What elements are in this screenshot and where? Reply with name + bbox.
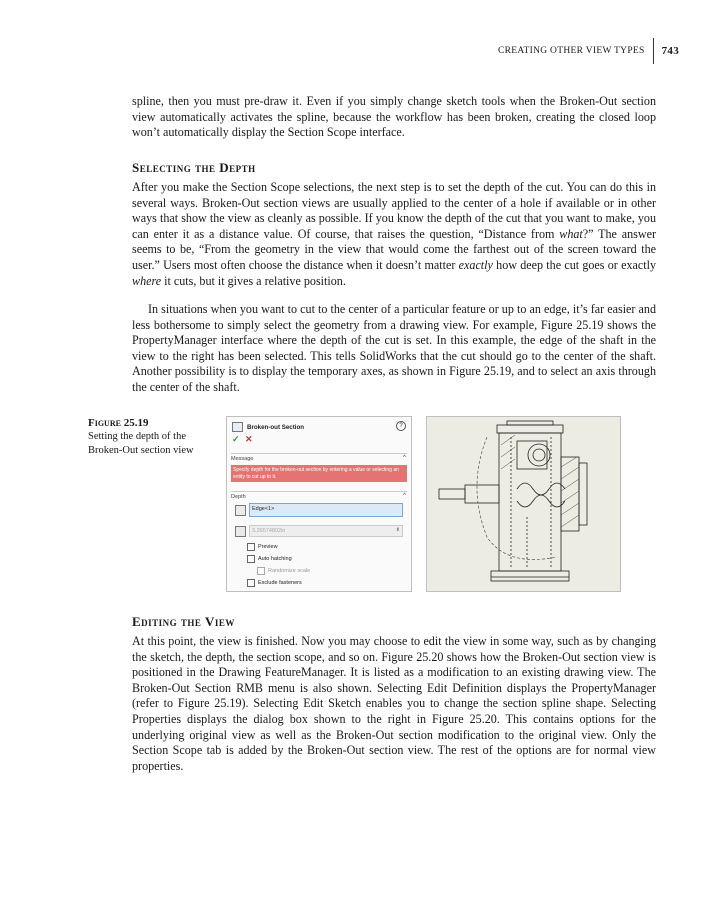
chapter-title: CREATING OTHER VIEW TYPES — [498, 46, 645, 56]
running-header — [498, 38, 679, 64]
spinner-icon[interactable]: ⬍ — [395, 527, 400, 533]
drawing-view — [426, 416, 621, 592]
section2-paragraph-1: At this point, the view is finished. Now you may choose to edit the view in some way, such as by changing the sketch, the depth, the section scope, and so on. Figure 25.20 shows how the Broken-Out section view is positioned in the Drawing FeatureManager. It is listed as a modification to an existing drawing view. The Broken-Out Section RMB menu is also shown. Selecting Edit Definition displays the PropertyManager (refer to Figure 25.19). Selecting Edit Sketch enables you to change the section spline shape. Selecting Properties displays the dialog box shown to the right in Figure 25.20. This contains options for the underlying original view as well as the Broken-Out section modification to the original view. Only the Section Scope tab is added by the Broken-Out section view. The rest of the options are for normal view properties. — [132, 634, 656, 773]
section-heading-selecting-depth: Selecting the Depth — [132, 160, 256, 175]
auto-hatching-checkbox[interactable]: Auto hatching — [247, 555, 292, 563]
broken-out-section-drawing — [427, 417, 620, 591]
figure-caption-text: Setting the depth of the Broken-Out section view — [88, 431, 194, 456]
collapse-caret-icon[interactable]: ^ — [403, 455, 406, 461]
ok-button[interactable]: ✓ — [232, 434, 240, 444]
section1-paragraph-2: In situations when you want to cut to the center of a particular feature or up to an edge, it’s far easier and less bothersome to simply select the geometry from a drawing view. For example, Figure 25.19 shows the PropertyManager interface where the depth of the cut is set. In this example, the edge of the shaft in the view to the right has been selected. This tells SolidWorks that the cut should go to the center of the shaft. Another possibility is to display the temporary axes, as shown in Figure 25.19, and to select an axis through the center of the shaft. — [132, 302, 656, 394]
depth-distance-input[interactable]: 3.26574802in ⬍ — [249, 525, 403, 537]
property-manager-panel — [226, 416, 412, 592]
message-box: Specify depth for the broken-out section by entering a value or selecting an entity to cut up to it. — [231, 465, 407, 482]
depth-reference-icon — [235, 505, 246, 516]
depth-section-header[interactable]: Depth ^ — [231, 493, 406, 500]
section1-paragraph-1: After you make the Section Scope selections, the next step is to set the depth of the cut. You can do this in several ways. Broken-Out section views are usually applied to the center of a hole if available or in other ways that show the view as cleanly as possible. If you know the depth of the cut that you want to make, you can enter it as a distance value. Of course, that raises the question, “Distance from what?” The answer seems to be, “From the geometry in the view that would come the farthest out of the screen toward the user.” Users most often choose the distance when it doesn’t matter exactly how deep the cut goes or exactly where it cuts, but it gives a relative position. — [132, 180, 656, 288]
collapse-caret-icon[interactable]: ^ — [403, 493, 406, 499]
broken-out-section-icon — [232, 422, 243, 432]
pm-title: Broken-out Section — [232, 422, 304, 432]
cancel-button[interactable]: ✕ — [245, 434, 253, 444]
help-icon[interactable]: ? — [396, 421, 406, 431]
figure-caption — [88, 416, 216, 458]
randomize-scale-checkbox[interactable]: Randomize scale — [257, 567, 310, 575]
depth-reference-field[interactable]: Edge<1> — [249, 503, 403, 517]
figure-label: Figure 25.19 — [88, 417, 149, 429]
message-section-header[interactable]: Message ^ — [231, 455, 406, 462]
section-heading-editing-view: Editing the View — [132, 614, 235, 629]
exclude-fasteners-checkbox[interactable]: Exclude fasteners — [247, 579, 302, 587]
preview-checkbox[interactable]: Preview — [247, 543, 278, 551]
depth-distance-icon — [235, 526, 246, 537]
intro-paragraph: spline, then you must pre-draw it. Even if you simply change sketch tools when the Broken-Out section view automatically activates the spline, because the workflow has been broken, creating the closed loop won’t automatically display the Section Scope interface. — [132, 94, 656, 140]
page-number: 743 — [661, 45, 679, 57]
